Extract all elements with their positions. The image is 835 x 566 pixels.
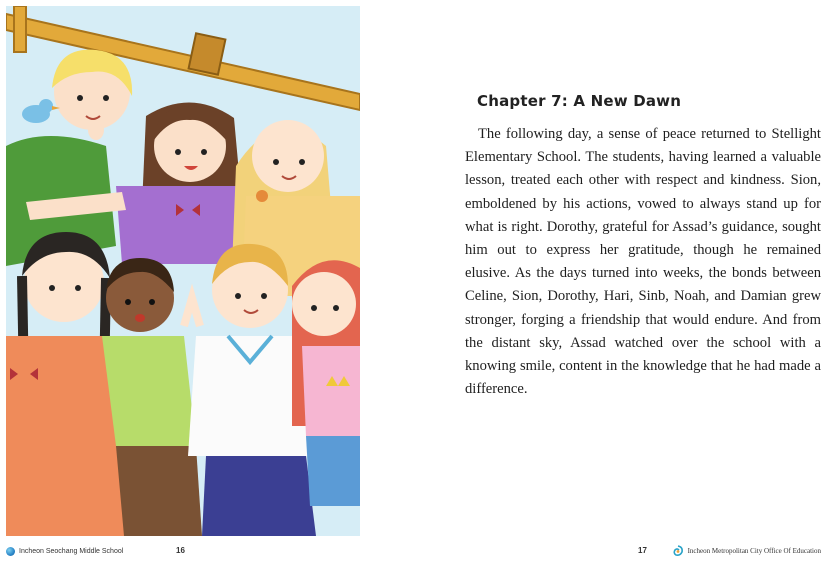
office-logo-icon: [672, 545, 684, 557]
chapter-body-text: The following day, a sense of peace returned to Stellight Elementary School. The students, having learned a valuable lesson, treated each other with respect and kindness. Sion, emboldened by his actions, vowed to always stand up for what is right. Dorothy, grateful for Assad’s guidance, sought him out to express her gratitude, though he remained elusive. As the days turned into weeks, the bonds between Celine, Sion, Dorothy, Hari, Sinb, Noah, and Damian grew stronger, forging a friendship that would endure. And from the distant sky, Assad watched over the school with a knowing smile, content in the knowledge that he had made a difference.: [465, 126, 821, 398]
left-page: [0, 0, 417, 566]
office-name: Incheon Metropolitan City Office Of Education: [687, 547, 821, 555]
footer-office: [672, 545, 821, 557]
footer-school: [6, 547, 123, 556]
school-name: Incheon Seochang Middle School: [19, 548, 124, 555]
page-number-left: 16: [176, 546, 185, 555]
chapter-title: Chapter 7: A New Dawn: [477, 92, 682, 110]
illustration-canvas: [6, 6, 360, 536]
page-number-right: 17: [638, 546, 647, 555]
right-page: [417, 0, 835, 566]
school-logo-icon: [6, 547, 15, 556]
children-group-illustration: [6, 6, 360, 536]
